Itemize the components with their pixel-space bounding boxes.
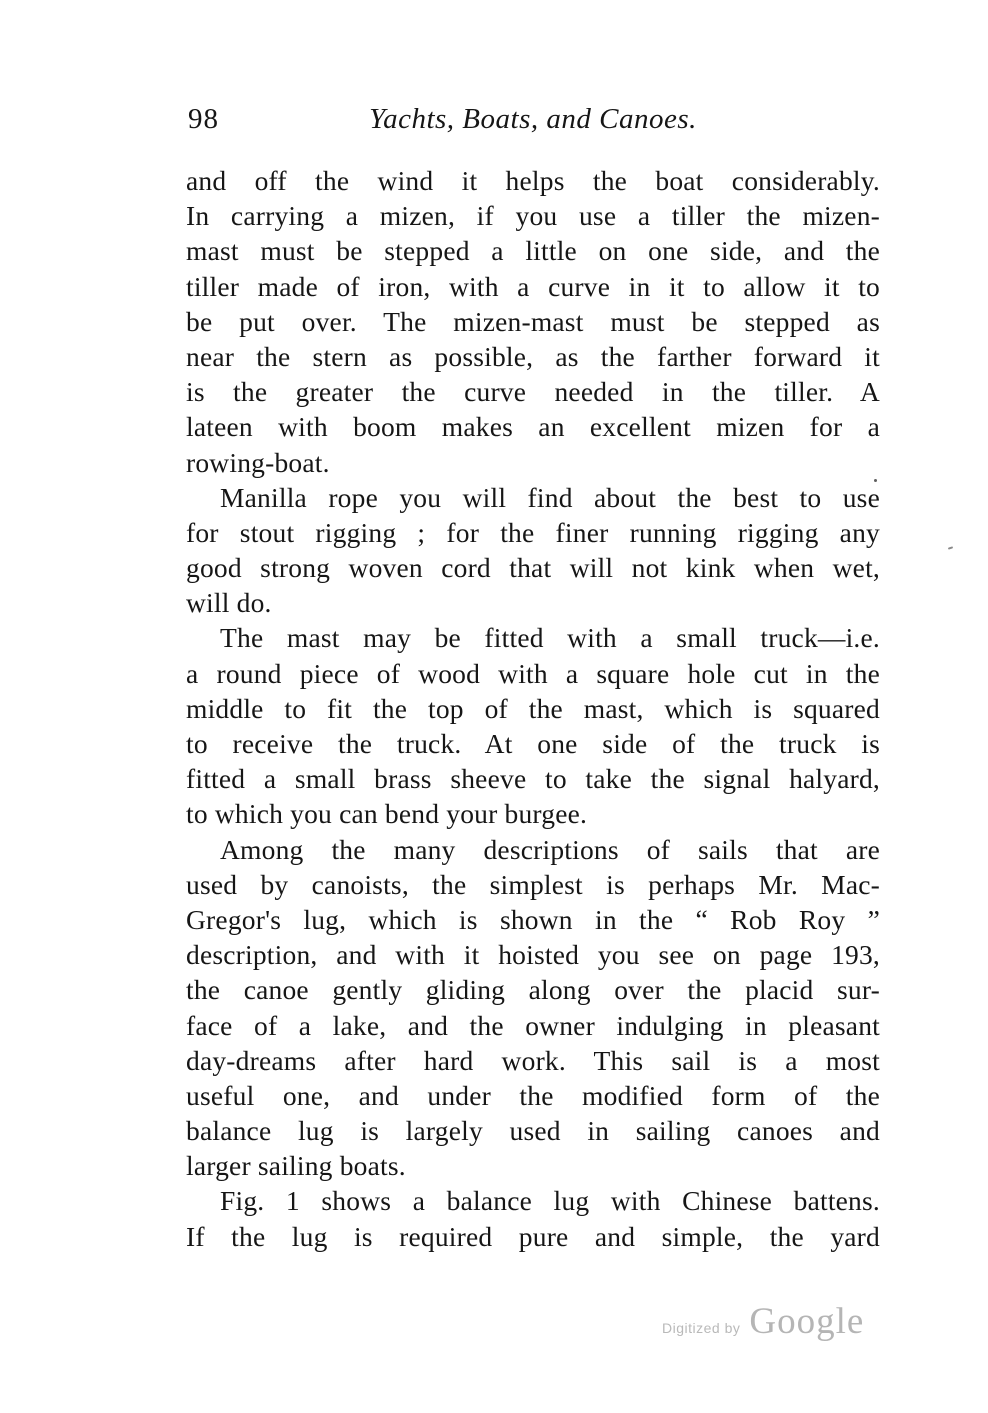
body-text xyxy=(186,163,880,1254)
scan-artifact-dot xyxy=(874,479,877,482)
text-line: fitted a small brass sheeve to take the signal halyard, xyxy=(186,763,880,795)
watermark-prefix: Digitized by xyxy=(662,1320,741,1336)
running-title: Yachts, Boats, and Canoes. xyxy=(369,103,697,135)
text-line: Gregor's lug, which is shown in the “ Rob Roy ” xyxy=(186,903,880,935)
text-line: larger sailing boats. xyxy=(186,1150,406,1182)
text-line: for stout rigging ; for the finer running rigging any xyxy=(186,516,880,548)
text-line: near the stern as possible, as the farther forward it xyxy=(186,340,880,372)
text-line: Among the many descriptions of sails that are xyxy=(220,833,880,865)
google-logo: Google xyxy=(749,1301,865,1342)
text-line: The mast may be fitted with a small truck—i.e. xyxy=(220,622,880,654)
text-line: description, and with it hoisted you see on page 193, xyxy=(186,939,880,971)
text-line: rowing-boat. xyxy=(186,446,330,478)
page-number: 98 xyxy=(188,103,219,135)
text-line: used by canoists, the simplest is perhaps Mr. Mac- xyxy=(186,868,880,900)
text-line: a round piece of wood with a square hole cut in the xyxy=(186,657,880,689)
text-line: and off the wind it helps the boat considerably. xyxy=(186,165,880,196)
page-header xyxy=(186,103,880,139)
text-line: In carrying a mizen, if you use a tiller the mizen- xyxy=(186,200,880,232)
digitized-by-google-watermark xyxy=(662,1300,864,1343)
text-line: to which you can bend your burgee. xyxy=(186,798,588,830)
text-line: Manilla rope you will find about the best to use xyxy=(220,481,880,513)
text-line: Fig. 1 shows a balance lug with Chinese battens. xyxy=(220,1185,880,1217)
text-line: If the lug is required pure and simple, the yard xyxy=(186,1220,880,1252)
text-line: face of a lake, and the owner indulging in pleasant xyxy=(186,1009,880,1041)
text-line: lateen with boom makes an excellent mizen for a xyxy=(186,411,880,443)
text-line: balance lug is largely used in sailing canoes and xyxy=(186,1115,880,1147)
text-line: to receive the truck. At one side of the truck is xyxy=(186,728,880,759)
text-line: mast must be stepped a little on one side, and the xyxy=(186,235,880,267)
text-line: tiller made of iron, with a curve in it to allow it to xyxy=(186,270,880,302)
text-line: will do. xyxy=(186,587,272,619)
text-line: is the greater the curve needed in the tiller. A xyxy=(186,376,880,408)
text-line: useful one, and under the modified form of the xyxy=(186,1079,880,1111)
text-line: be put over. The mizen-mast must be stepped as xyxy=(186,305,880,337)
text-line: day-dreams after hard work. This sail is a most xyxy=(186,1044,880,1076)
scan-artifact-dash xyxy=(948,546,953,549)
text-line: middle to fit the top of the mast, which is squared xyxy=(186,692,880,724)
text-line: the canoe gently gliding along over the placid sur- xyxy=(186,974,880,1006)
text-line: good strong woven cord that will not kink when wet, xyxy=(186,552,880,584)
